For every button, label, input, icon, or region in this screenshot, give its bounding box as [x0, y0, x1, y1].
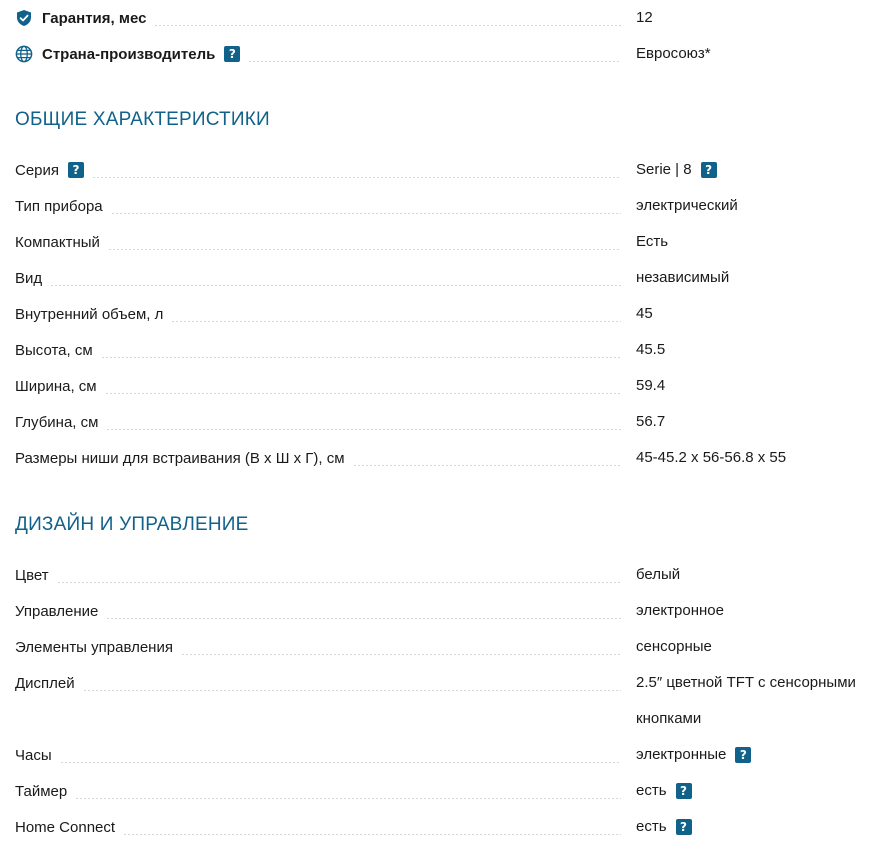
spec-row [15, 629, 879, 665]
spec-row [15, 260, 879, 296]
spec-value: 56.7 [636, 413, 666, 430]
help-button[interactable]: ? [68, 162, 84, 178]
spec-value: сенсорные [636, 638, 712, 655]
spec-name [15, 809, 621, 845]
section-title-design: ДИЗАЙН И УПРАВЛЕНИЕ [15, 514, 249, 535]
dotted-leader [248, 61, 621, 62]
spec-value-cell [636, 773, 879, 809]
spec-label: Цвет [15, 566, 49, 584]
spec-label: Гарантия, мес [42, 9, 147, 27]
spec-row [15, 593, 879, 629]
spec-row [15, 557, 879, 593]
spec-label: Страна-производитель [42, 45, 216, 63]
spec-row [15, 773, 879, 809]
spec-name [15, 440, 621, 476]
spec-name [15, 629, 621, 665]
spec-value-cell [636, 809, 879, 845]
spec-row-country [15, 36, 879, 72]
dotted-leader [101, 357, 621, 358]
spec-name [15, 0, 621, 36]
spec-row [15, 224, 879, 260]
spec-name [15, 404, 621, 440]
dotted-leader [83, 690, 621, 691]
spec-label: Дисплей [15, 674, 75, 692]
spec-value: Serie | 8 [636, 161, 692, 178]
spec-name [15, 188, 621, 224]
spec-label: Внутренний объем, л [15, 305, 164, 323]
dotted-leader [108, 249, 621, 250]
spec-value-cell [636, 737, 879, 773]
dotted-leader [106, 618, 621, 619]
spec-name [15, 36, 621, 72]
spec-name [15, 665, 621, 701]
spec-value: независимый [636, 269, 730, 286]
spec-row [15, 404, 879, 440]
spec-label: Управление [15, 602, 99, 620]
spec-value-cell [636, 152, 879, 188]
spec-name [15, 593, 621, 629]
shield-check-icon [15, 9, 33, 27]
spec-row [15, 368, 879, 404]
dotted-leader [353, 465, 621, 466]
spec-row-warranty [15, 0, 879, 36]
spec-label: Часы [15, 746, 52, 764]
spec-label: Тип прибора [15, 197, 103, 215]
spec-name [15, 296, 621, 332]
spec-value: электронное [636, 602, 724, 619]
spec-row [15, 152, 879, 188]
spec-label: Компактный [15, 233, 100, 251]
spec-name [15, 737, 621, 773]
dotted-leader [123, 834, 621, 835]
help-button[interactable]: ? [735, 747, 751, 763]
spec-label: Элементы управления [15, 638, 173, 656]
spec-label: Серия [15, 161, 60, 179]
spec-label: Таймер [15, 782, 68, 800]
dotted-leader [57, 582, 621, 583]
spec-label: Вид [15, 269, 43, 287]
spec-name [15, 773, 621, 809]
spec-label: Home Connect [15, 818, 116, 836]
dotted-leader [111, 213, 621, 214]
help-button[interactable]: ? [224, 46, 240, 62]
spec-value: электронные [636, 746, 727, 763]
spec-row [15, 809, 879, 845]
spec-name [15, 224, 621, 260]
spec-name [15, 557, 621, 593]
help-button[interactable]: ? [676, 783, 692, 799]
dotted-leader [105, 393, 621, 394]
spec-name [15, 332, 621, 368]
dotted-leader [75, 798, 621, 799]
section-title-general: ОБЩИЕ ХАРАКТЕРИСТИКИ [15, 109, 270, 130]
dotted-leader [92, 177, 621, 178]
spec-row [15, 296, 879, 332]
spec-name [15, 152, 621, 188]
spec-value: 45.5 [636, 341, 666, 358]
spec-value: есть [636, 782, 667, 799]
spec-value: 45 [636, 305, 653, 322]
spec-value: белый [636, 566, 681, 583]
spec-label: Ширина, см [15, 377, 97, 395]
spec-value: Евросоюз* [636, 45, 711, 62]
spec-value: 59.4 [636, 377, 666, 394]
spec-value: Есть [636, 233, 669, 250]
spec-row [15, 332, 879, 368]
globe-icon [15, 45, 33, 63]
spec-label: Размеры ниши для встраивания (В х Ш х Г), см [15, 449, 345, 467]
spec-label: Высота, см [15, 341, 93, 359]
spec-value: 2.5″ цветной TFT с сенсорными кнопками [636, 674, 856, 727]
dotted-leader [106, 429, 621, 430]
help-button[interactable]: ? [701, 162, 717, 178]
spec-value: есть [636, 818, 667, 835]
spec-row [15, 665, 879, 737]
spec-value: 45-45.2 x 56-56.8 x 55 [636, 449, 787, 466]
dotted-leader [181, 654, 621, 655]
spec-row [15, 440, 879, 476]
dotted-leader [60, 762, 621, 763]
dotted-leader [50, 285, 621, 286]
spec-label: Глубина, см [15, 413, 99, 431]
dotted-leader [171, 321, 621, 322]
spec-name [15, 368, 621, 404]
spec-value: 12 [636, 9, 653, 26]
help-button[interactable]: ? [676, 819, 692, 835]
spec-row [15, 737, 879, 773]
dotted-leader [154, 25, 621, 26]
spec-value: электрический [636, 197, 738, 214]
spec-row [15, 188, 879, 224]
spec-name [15, 260, 621, 296]
